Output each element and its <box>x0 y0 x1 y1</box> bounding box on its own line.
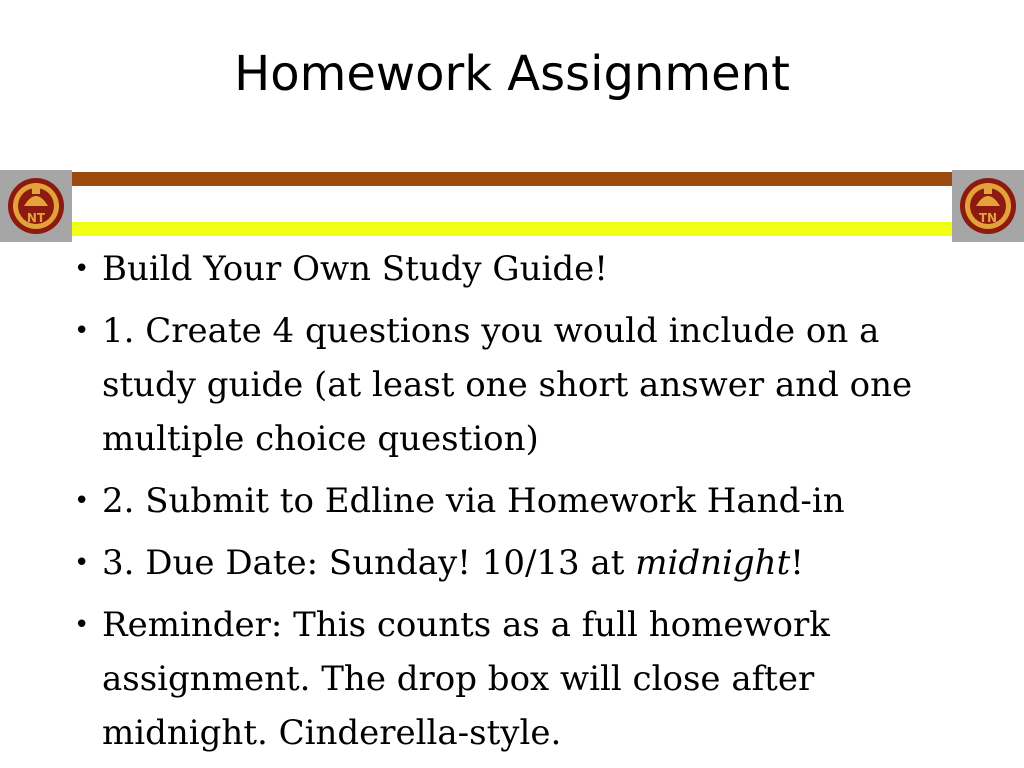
decorative-band <box>0 170 1024 242</box>
bullet-text: Reminder: This counts as a full homework assignment. The drop box will close after midnight. Cinderella-style. <box>102 605 830 753</box>
bullet-item <box>72 242 972 296</box>
emphasized-text: midnight <box>635 543 791 583</box>
bullet-text: 2. Submit to Edline via Homework Hand-in <box>102 481 845 521</box>
bullet-icon: • <box>74 486 90 516</box>
bullet-icon: • <box>74 254 90 284</box>
bullet-item <box>72 598 972 760</box>
due-date-text: 3. Due Date: Sunday! 10/13 at <box>102 543 636 583</box>
bullet-item <box>72 304 972 466</box>
bullet-icon: • <box>74 316 90 346</box>
brown-stripe <box>72 172 952 186</box>
logo-right-letters: TN <box>978 211 998 225</box>
slide-title: Homework Assignment <box>234 46 790 102</box>
school-logo-icon <box>958 176 1018 236</box>
bullet-item <box>72 536 972 590</box>
school-logo-icon <box>6 176 66 236</box>
bullet-icon: • <box>74 548 90 578</box>
logo-left-letters: NT <box>26 211 46 225</box>
bullet-list <box>72 242 972 768</box>
bullet-text <box>102 543 804 583</box>
bullet-text: Build Your Own Study Guide! <box>102 249 608 289</box>
bullet-icon: • <box>74 610 90 640</box>
bullet-text: 1. Create 4 questions you would include on a study guide (at least one short answer and one multiple choice question) <box>102 311 913 459</box>
yellow-stripe <box>72 222 952 236</box>
exclamation-text: ! <box>790 543 804 583</box>
bullet-item <box>72 474 972 528</box>
